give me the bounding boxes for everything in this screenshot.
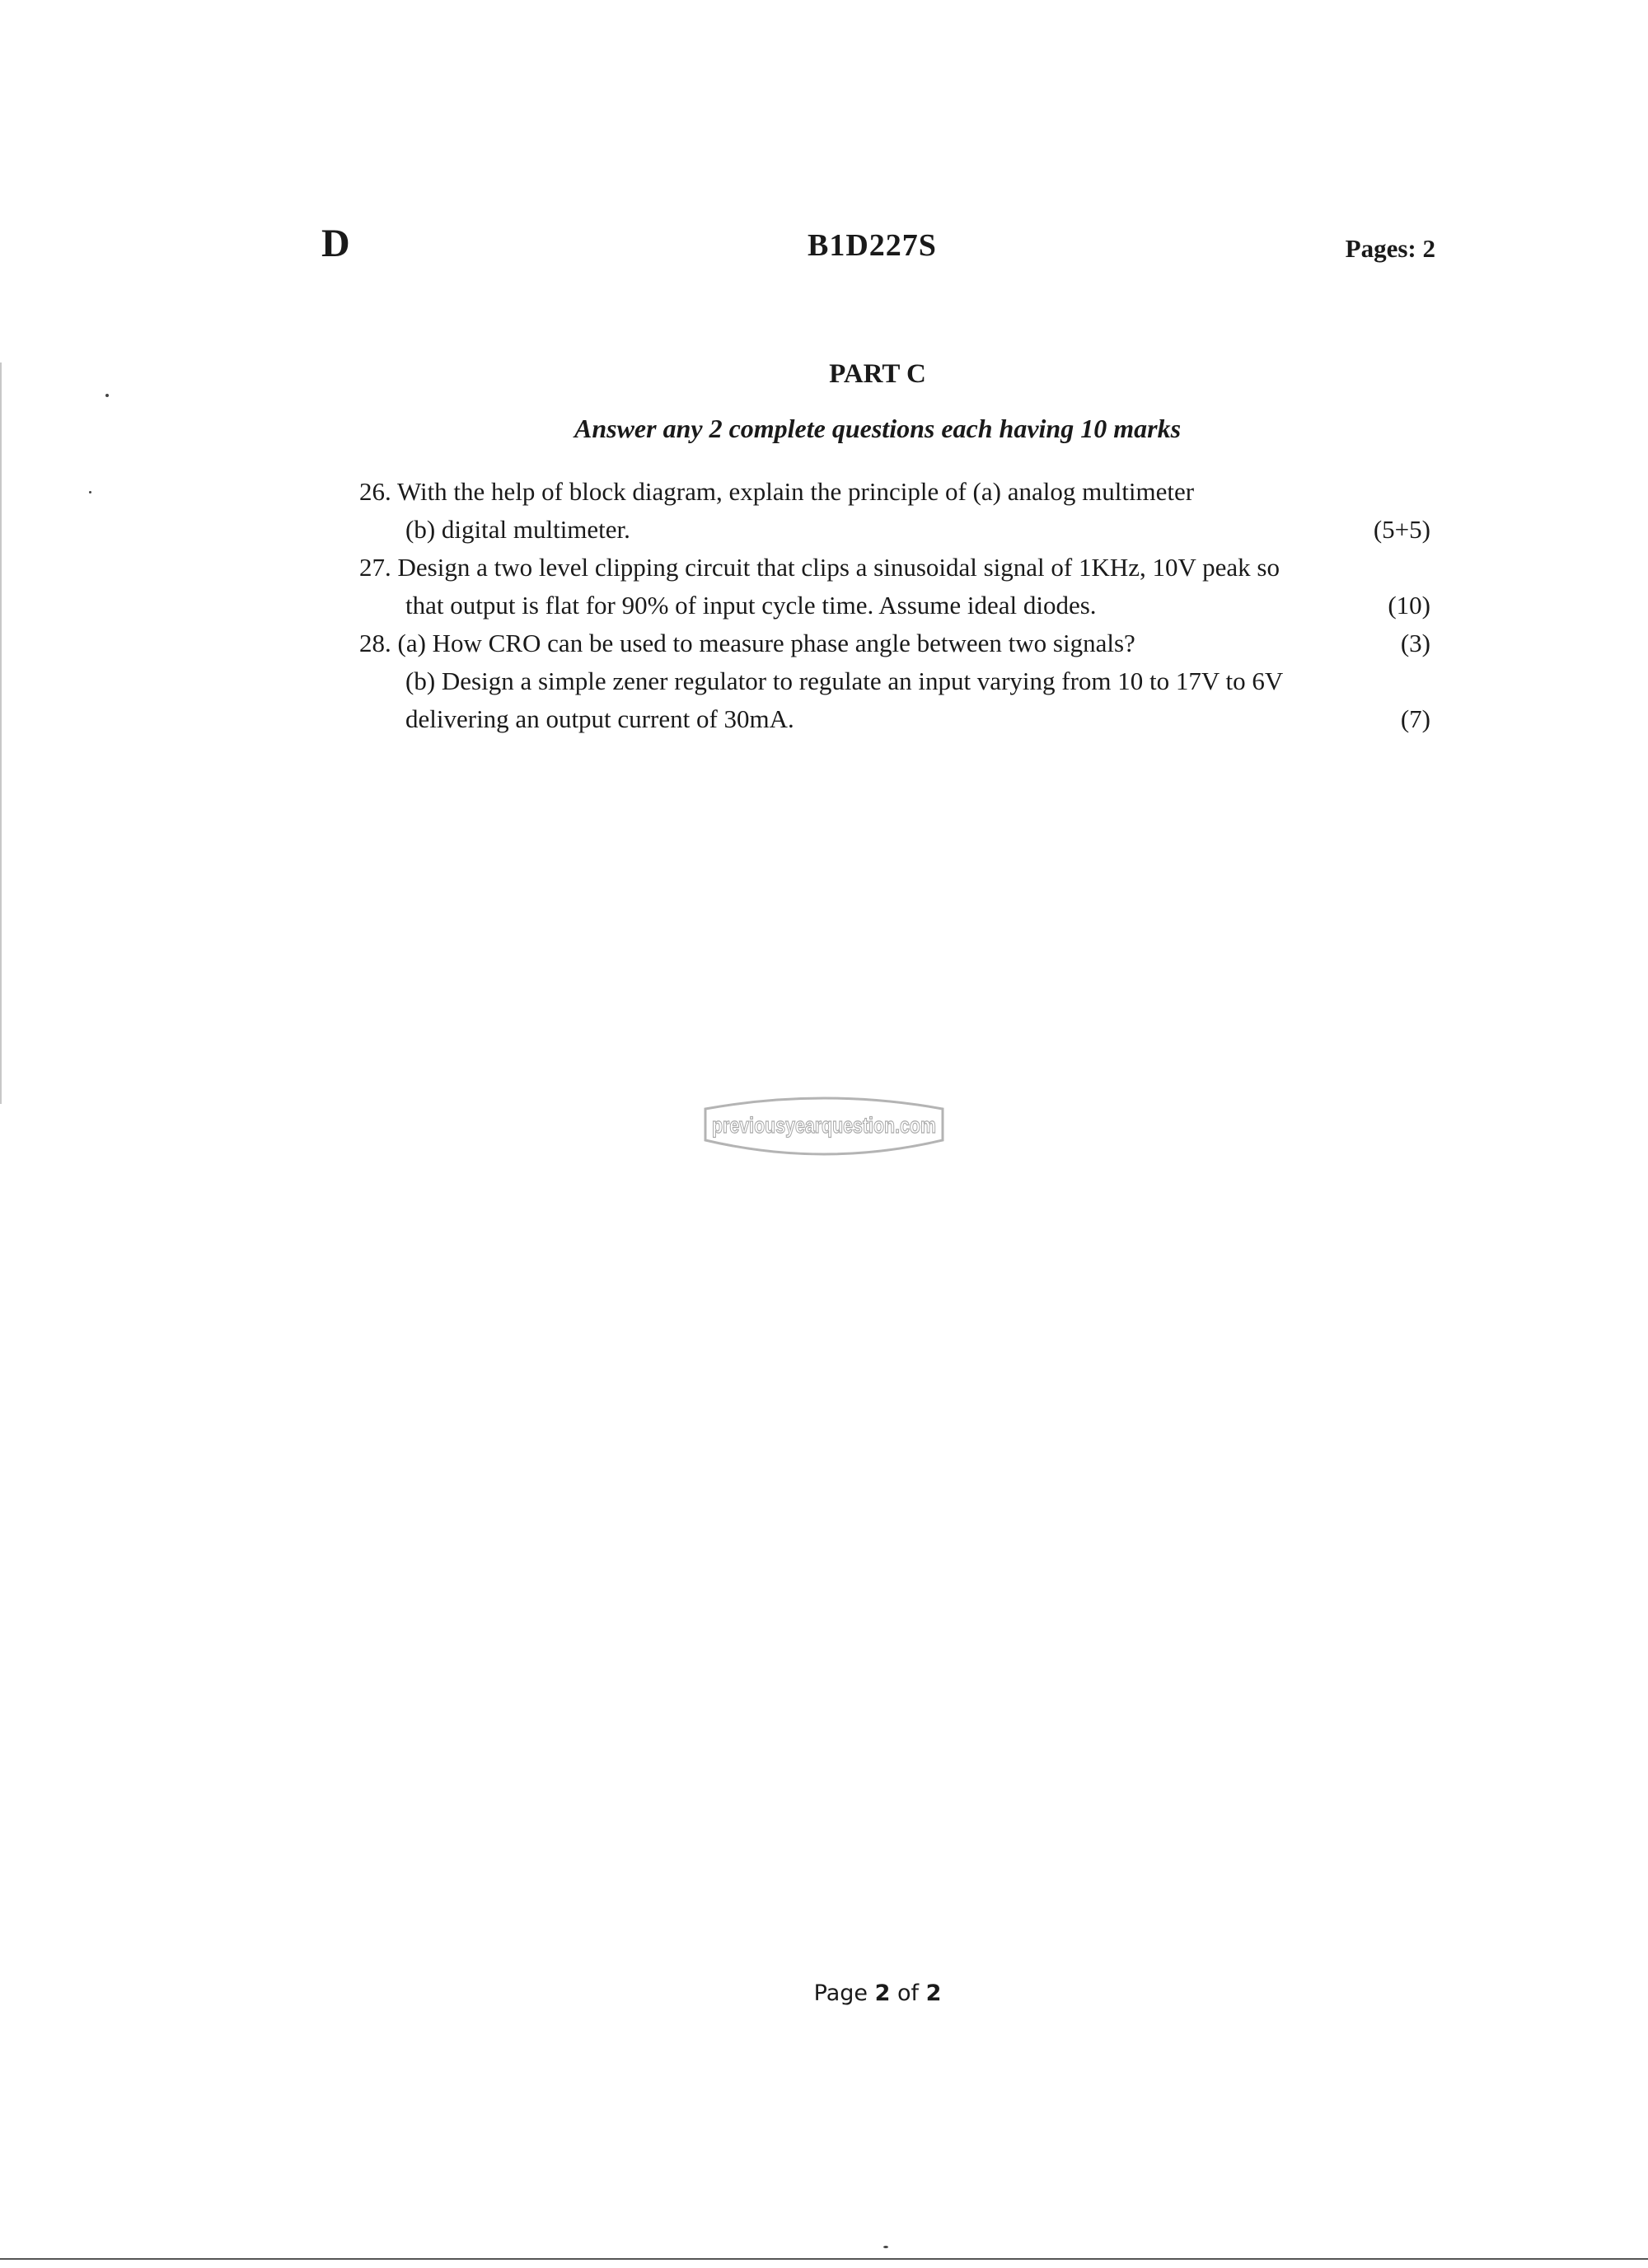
question-28-line-3 — [359, 700, 1430, 738]
question-26-line-2 — [359, 511, 1430, 549]
scan-speck — [105, 394, 109, 397]
question-text: (b) Design a simple zener regulator to regulate an input varying from 10 to 17V to 6V — [405, 666, 1284, 695]
question-27-line-1 — [359, 549, 1430, 587]
question-text: that output is flat for 90% of input cycle time. Assume ideal diodes. — [405, 591, 1097, 620]
footer-prefix: Page — [813, 1980, 875, 2006]
question-text: 27. Design a two level clipping circuit that clips a sinusoidal signal of 1KHz, 10V peak so — [359, 553, 1280, 582]
question-26-line-1 — [359, 473, 1430, 511]
scan-speck — [89, 491, 91, 493]
question-text: (b) digital multimeter. — [405, 515, 630, 544]
watermark-text: previousyearquestion.com — [712, 1113, 936, 1138]
question-marks: (10) — [1388, 591, 1430, 620]
page-count: Pages: 2 — [1345, 234, 1435, 263]
set-letter: D — [321, 222, 350, 265]
footer-middle: of — [890, 1980, 926, 2006]
footer-current-page: 2 — [874, 1980, 891, 2006]
scan-speck — [883, 2246, 888, 2248]
watermark-logo — [700, 1092, 948, 1163]
question-marks: (7) — [1400, 704, 1430, 733]
question-marks: (3) — [1400, 629, 1430, 657]
page-footer — [0, 1980, 1648, 2006]
paper-code: B1D227S — [808, 228, 937, 263]
question-text: 26. With the help of block diagram, explain the principle of (a) analog multimeter — [359, 477, 1195, 506]
part-title: PART C — [829, 359, 926, 389]
scan-edge-line — [0, 362, 2, 1104]
question-28-line-2 — [359, 662, 1430, 700]
question-text: 28. (a) How CRO can be used to measure phase angle between two signals? — [359, 629, 1135, 657]
question-27-line-2 — [359, 587, 1430, 624]
part-instruction: Answer any 2 complete questions each having 10 marks — [574, 414, 1182, 443]
question-28-line-1 — [359, 624, 1430, 662]
footer-total-pages: 2 — [925, 1980, 942, 2006]
question-marks: (5+5) — [1373, 515, 1430, 544]
question-list — [359, 473, 1430, 738]
question-text: delivering an output current of 30mA. — [405, 704, 794, 733]
page-header — [321, 221, 1442, 270]
bottom-scan-line — [0, 2258, 1648, 2260]
